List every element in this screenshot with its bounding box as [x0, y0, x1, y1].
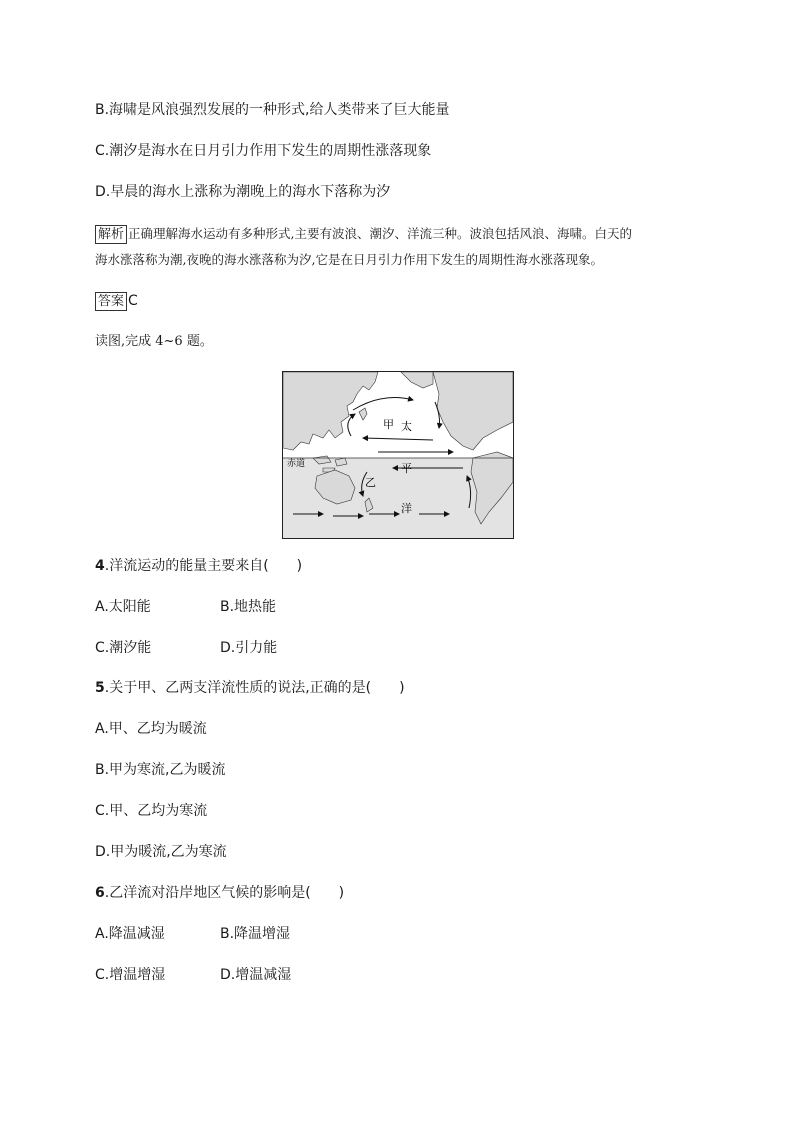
- question-5-option-b: B.甲为寒流,乙为暖流: [95, 762, 226, 778]
- map-svg: [283, 372, 513, 538]
- question-5-option-d: D.甲为暖流,乙为寒流: [95, 844, 227, 860]
- explanation-block: [95, 221, 695, 273]
- question-4-number: 4: [95, 558, 105, 574]
- question-4-text: .洋流运动的能量主要来自( ): [104, 558, 303, 574]
- question-6-option-a: A.降温减湿: [95, 926, 165, 942]
- land-alaska: [401, 372, 433, 388]
- answer-value: C: [128, 293, 138, 309]
- question-6-text: .乙洋流对沿岸地区气候的影响是( ): [104, 885, 345, 901]
- question-5-option-a: A.甲、乙均为暖流: [95, 721, 207, 737]
- current-north-equatorial: [363, 438, 433, 440]
- current-north-pacific: [353, 398, 413, 410]
- question-4-option-c: C.潮汐能: [95, 640, 152, 656]
- question-5-option-c: C.甲、乙均为寒流: [95, 803, 208, 819]
- explanation-line-1: 正确理解海水运动有多种形式,主要有波浪、潮汐、洋流三种。波浪包括风浪、海啸。白天的: [128, 226, 632, 241]
- answer-tag: 答案: [95, 292, 127, 311]
- question-4-option-a: A.太阳能: [95, 599, 151, 615]
- option-prev-b: B.海啸是风浪强烈发展的一种形式,给人类带来了巨大能量: [95, 102, 450, 118]
- question-4-stem: [95, 556, 302, 576]
- question-5-text: .关于甲、乙两支洋流性质的说法,正确的是( ): [104, 680, 405, 696]
- question-5-number: 5: [95, 680, 105, 696]
- intro-text: 读图,完成 4~6 题。: [95, 334, 213, 349]
- land-north-america: [433, 372, 513, 450]
- question-6-number: 6: [95, 885, 105, 901]
- equator-label: 赤道: [287, 458, 306, 468]
- pacific-current-map: [282, 371, 514, 539]
- option-prev-d: D.早晨的海水上涨称为潮晚上的海水下落称为汐: [95, 184, 391, 200]
- explanation-tag: 解析: [95, 225, 127, 244]
- question-6-stem: [95, 883, 344, 903]
- label-yi: 乙: [365, 477, 376, 489]
- question-6-option-c: C.增温增湿: [95, 967, 166, 983]
- label-yang: 洋: [401, 503, 412, 515]
- explanation-line-2: 海水涨落称为潮,夜晚的海水涨落称为汐,它是在日月引力作用下发生的周期性海水涨落现象。: [95, 252, 603, 267]
- current-kuroshio: [348, 414, 355, 436]
- label-tai: 太: [401, 421, 412, 433]
- label-jia: 甲: [383, 419, 394, 431]
- question-4-option-b: B.地热能: [220, 599, 277, 615]
- label-ping: 平: [401, 463, 412, 475]
- option-prev-c: C.潮汐是海水在日月引力作用下发生的周期性涨落现象: [95, 143, 432, 159]
- question-6-option-d: D.增温减湿: [220, 967, 292, 983]
- question-6-option-b: B.降温增湿: [220, 926, 291, 942]
- answer-block: [95, 291, 138, 311]
- question-5-stem: [95, 678, 405, 698]
- question-4-option-d: D.引力能: [220, 640, 278, 656]
- land-japan: [359, 408, 367, 420]
